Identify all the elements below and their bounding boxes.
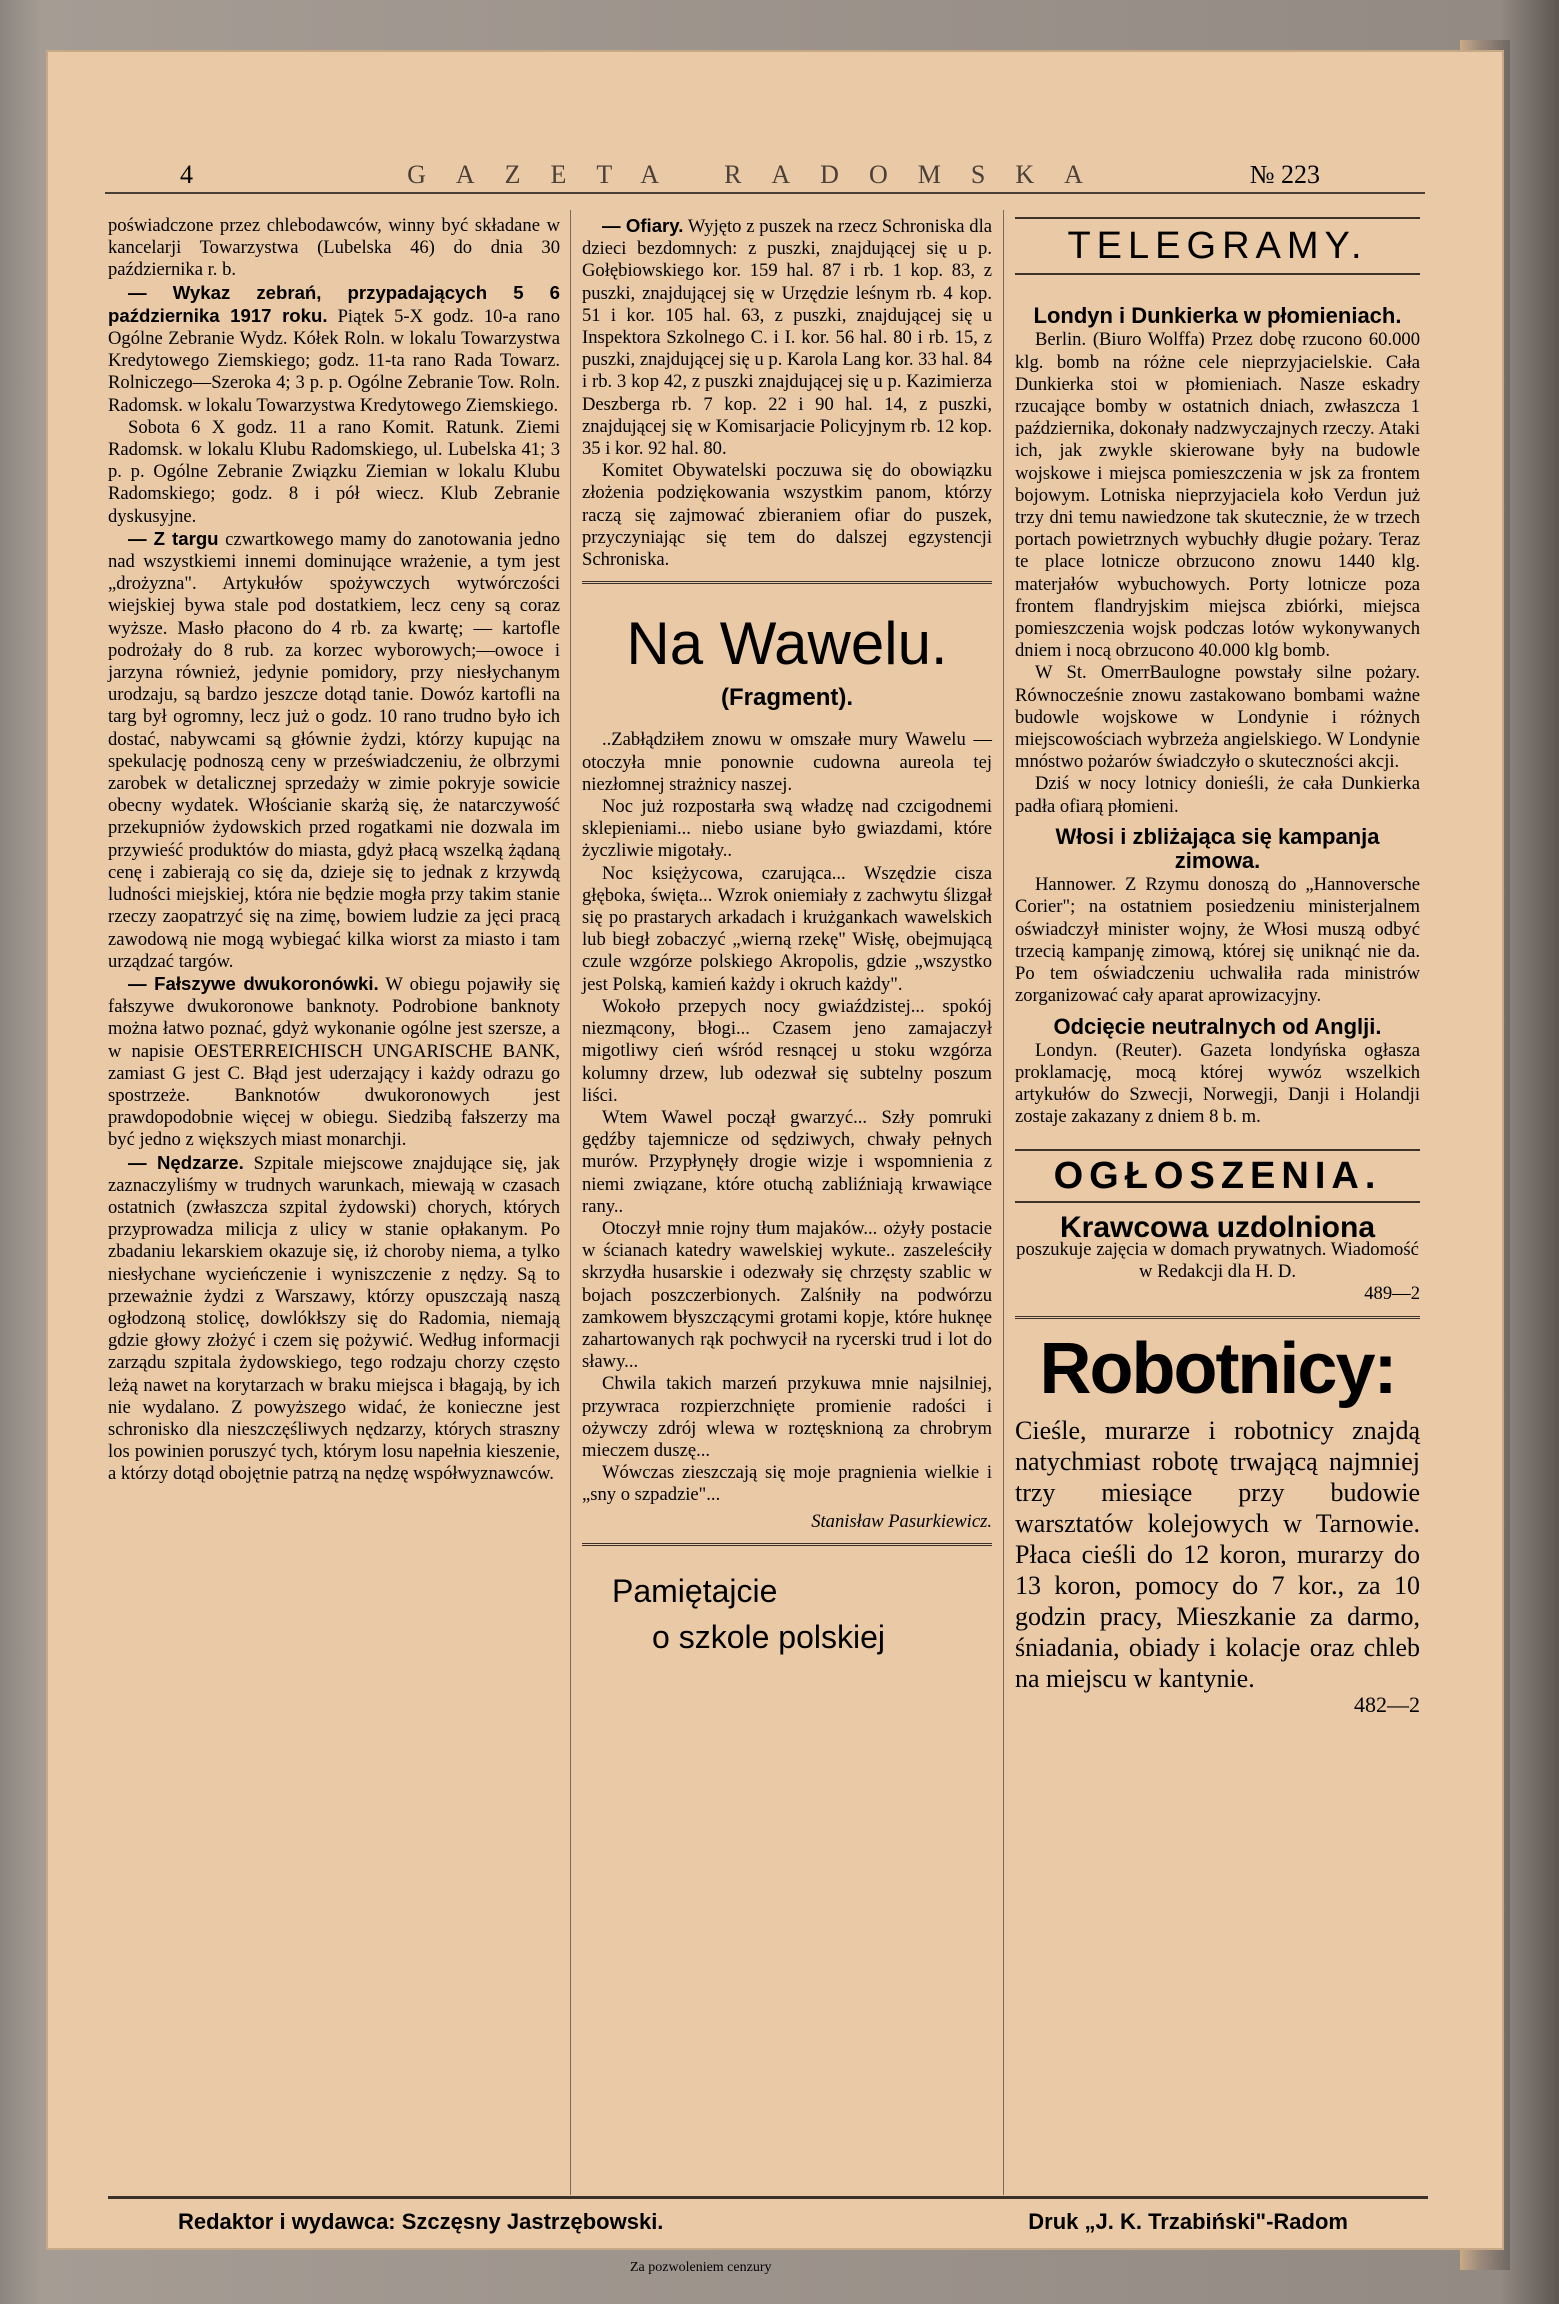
article-text: Szpitale miejscowe znajdujące się, jak zaznaczyliśmy w trudnych warunkach, miewają w czasach ostatnich (zwłaszcza szpital żydowski) chorych, których przyprowadza milicja z ulicy w stanie opłakanym. Po zbadaniu lekarskiem okazuje się, iż choroby niema, a tylko niesłychane wycieńczenie i wyniszczenie z nędzy. Są to przeważnie żydzi z Warszawy, którzy opuszczają naszą ogłodzoną stolicę, dowlókłszy się do Radomia, niemają gdzie głowy złożyć i czem się pożywić. Według informacji zarządu szpitala żydowskiego, tego rodzaju chorzy często leżą nawet na korytarzach w braku miejsca i błagają, by ich nie wydalano. Z powyższego widać, że konieczne jest schronisko dla nieszczęśliwych nędzarzy, których straszny los powinien poruszyć tych, którym losu napełnia kieszenie, a którzy dotąd obojętnie patrzą na nędzę współwyznawców. xyxy=(108,1152,560,1485)
article-text: Hannower. Z Rzymu donoszą do „Hannoversche Corier"; na ostatniem posiedzeniu ministerjalnem oświadczył minister wojny, że Włosi muszą odbyć trzecią kampanję zimową, której się uniknąć nie da. Po tem oświadczeniu uchwaliła rada ministrów zorganizować cały aparat aprowizacyjny. xyxy=(1015,874,1420,1007)
article-text: Noc już rozpostarła swą władzę nad czcigodnemi sklepieniami... niebo usiane było gwiazdami, które życzliwie migotały.. xyxy=(582,796,992,862)
article-text: Wówczas zieszczają się moje pragnienia wielkie i „sny o szpadzie"... xyxy=(582,1462,992,1506)
article xyxy=(108,528,560,973)
article-heading: Odcięcie neutralnych od Anglji. xyxy=(1053,1013,1382,1039)
ad-title: Krawcowa uzdolniona xyxy=(1059,1210,1376,1244)
article-text: ..Zabłądziłem znowu w omszałe mury Wawelu — otoczyła mnie ponownie cudowna aureola tej niezłomnej strażnicy naszej. xyxy=(582,729,992,795)
section-rule xyxy=(582,581,992,584)
footer-printer: Druk „J. K. Trzabiński"-Radom xyxy=(1028,2209,1348,2234)
wawel-subtitle: (Fragment). xyxy=(721,684,853,712)
article-text: Komitet Obywatelski poczuwa się do obowiązku złożenia podziękowania wszystkim panom, którzy raczą się zajmować zbieraniem ofiar do puszek, przyczyniając się tem do dalszej egzystencji Schroniska. xyxy=(582,460,992,571)
article-heading: — Wykaz zebrań, przypadających 5 6 października 1917 roku. xyxy=(108,281,560,326)
ad-text: Cieśle, murarze i robotnicy znajdą natychmiast robotę trwającą najmniej trzy miesiące przy budowie warsztatów kolejowych w Tarnowie. Płaca cieśli do 12 koron, murarzy do 13 koron, pomocy do 7 kor., za 10 godzin pracy, Mieszkanie za darmo, śniadania, obiady i kolacje oraz chleb na miejscu w kantynie. xyxy=(1015,1415,1420,1693)
article-heading: — Z targu xyxy=(128,527,219,549)
school-box-line: Pamiętajcie xyxy=(612,1572,778,1609)
article-heading: — Fałszywe dwukoronówki. xyxy=(128,972,379,994)
censorship-note: Za pozwoleniem cenzury xyxy=(630,2260,772,2275)
ad-title-robotnicy: Robotnicy: xyxy=(1039,1328,1396,1409)
issue-number: № 223 xyxy=(1249,160,1320,189)
masthead-title: GAZETA RADOMSKA xyxy=(407,160,1113,189)
article-heading: — Ofiary. xyxy=(602,215,684,236)
telegrams-heading: TELEGRAMY. xyxy=(1015,217,1420,275)
article xyxy=(108,973,560,1152)
article-text: Wyjęto z puszek na rzecz Schroniska dla dzieci bezdomnych: z puszki, znajdującej się u p. Gołębiowskiego kor. 159 hal. 87 i rb. 1 kop. 83, z puszki, znajdującej się w Urzędzie leśnym rb. 4 kop. 51 i kor. 105 hal. 63, z puszki, znajdującej się u Inspektora Szkolnego C. i I. kor. 56 hal. 80 i rb. 15, z puszki, znajdującej się u p. Karola Lang kor. 33 hal. 84 i rb. 3 kop 42, z puszki znajdującej się u p. Kazimierza Deszberga rb. 7 kop. 22 i 90 hal. 14, z puszki, znajdującej się w Komisarjacie Policyjnym rb. 12 kop. 35 i kor. 92 hal. 80. xyxy=(582,216,993,460)
footer-editor: Redaktor i wydawca: Szczęsny Jastrzębowski. xyxy=(178,2209,664,2234)
section-rule xyxy=(582,1543,992,1546)
article-heading: — Nędzarze. xyxy=(128,1151,244,1173)
school-box xyxy=(582,1556,992,1660)
signature: Stanisław Pasurkiewicz. xyxy=(811,1510,992,1532)
article-text: Chwila takich marzeń przykuwa mnie najsilniej, przywraca rozpierzchnięte promienie radości i ożywczy zdrój wlewa w roztęsknioną za chrobrym mieczem duszę... xyxy=(582,1373,992,1461)
ad-number: 489—2 xyxy=(1364,1283,1420,1305)
article-text: W St. OmerrBaulogne powstały silne pożary. Równocześnie znowu zastakowano bombami ważne budowle wojskowe w Londynie i różnych miejscowościach wybrzeża angielskiego. W Londynie mnóstwo pożarów świadczyło o skuteczności akcji. xyxy=(1015,662,1420,773)
article-text: Sobota 6 X godz. 11 a rano Komit. Ratunk. Ziemi Radomsk. w lokalu Klubu Radomskiego, ul. Lubelska 41; 3 p. p. Ogólne Zebranie Związku Ziemian w lokalu Klubu Radomskiego; godz. 8 i pół wiecz. Klub Zebranie dyskusyjne. xyxy=(108,416,560,527)
article xyxy=(582,215,992,460)
article-text: W obiegu pojawiły się fałszywe dwukoronowe banknoty. Podrobione banknoty można łatwo poznać, gdyż wykonanie ogólne jest szersze, a w napisie OESTERREICHISCH UNGARISCHE BANK, zamiast G jest C. Błąd jest uderzający i każdy odrazu go spostrzeże. Banknotów dwukoronowych jest prawdopodobnie więcej w obiegu. Siedzibą fałszerzy ma być jedno z większych miast monarchji. xyxy=(108,973,560,1151)
page-header xyxy=(120,105,1400,189)
column-3 xyxy=(1015,215,1420,1716)
article-heading: Włosi i zbliżająca się kampanja zimowa. xyxy=(1055,823,1380,874)
article xyxy=(108,282,560,417)
header-rule xyxy=(105,192,1425,194)
school-box-line: o szkole polskiej xyxy=(652,1618,885,1655)
article-text: Berlin. (Biuro Wolffa) Przez dobę rzucono 60.000 klg. bomb na różne cele nieprzyjacielskie. Cała Dunkierka stoi w płomieniach. Nasze eskadry rzucające bomby w ostatnich dniach, zwłaszcza 1 października, dokonały nadzwyczajnych rzeczy. Ataki ich, jak zwykle skierowane były na budowle wojskowe i miejsca pomieszczenia w jsk za frontem bojowym. Lotniska nieprzyjaciela koło Verdun już trzy dni temu nawiedzone tak skutecznie, że w trzech portach powietrznych wybuchły długie pożary. Teraz te place lotnicze obrzucono znowu 1440 klg. materjałów wybuchowych. Porty lotnicze poza frontem flandryjskim miejsca zbiórki, miejsca pomieszczenia wojsk podczas lotów wykonywanych dniem i nocą obrzucono 40.000 klg bomb. xyxy=(1015,329,1420,662)
article-text: Wtem Wawel począł gwarzyć... Szły pomruki gędźby tajemnicze od sędziwych, chwały pełnych murów. Przypłynęły drogie wizje i wspomnienia z niemi związane, które otuchą zabliźniają krwawiące rany.. xyxy=(582,1106,992,1217)
footer xyxy=(108,2196,1428,2234)
ads-heading: OGŁOSZENIA. xyxy=(1015,1149,1420,1203)
article-text: Wokoło przepych nocy gwiaździstej... spokój niezmącony, błogi... Czasem jeno zamajaczył migotliwy cień wśród resnącej u stoku wzgórza kolumny drzew, lub odezwał się subtelny poszum liści. xyxy=(582,995,992,1106)
article-heading: Londyn i Dunkierka w płomieniach. xyxy=(1033,303,1402,329)
article-text: Noc księżycowa, czarująca... Wszędzie cisza głęboka, święta... Wzrok oniemiały z zachwytu ślizgał się po prastarych arkadach i krużgankach wawelskich lub biegł zobaczyć „wierną rzekę" Wisłę, obejmującą czule wzgórze polskiego Akropolis, gdzie „wszystko jest Polską, kamień każdy i okruch każdy". xyxy=(582,862,992,995)
column-2 xyxy=(582,215,992,1660)
article-text: czwartkowego mamy do zanotowania jedno nad wszystkiemi innemi dominujące wrażenie, a tym jest „drożyzna". Artykułów spożywczych wytwórczości wiejskiej bywa stale pod dostatkiem, lecz ceny są coraz wyższe. Masło płacono do 4 rb. za kwartę; — kartofle podrożały do 8 rub. za korzec wyborowych;—owoce i jarzyna również, jedynie pomidory, przy niesłychanym urodzaju, są bardzo jeszcze dotąd tanie. Dowóz kartofli na targ był ogromny, lecz już o godz. 10 rano trudno było ich dostać, nabywcami są głównie żydzi, którzy kupując na spekulację podnoszą ceny w przeświadczeniu, że olbrzymi zarobek w detalicznej sprzedaży w zimie pokryje sowicie obecny wydatek. Włościanie skarżą się, że natarczywość przekupniów żydowskich przed rogatkami nie dozwala im przywieść produktów do miasta, gdyż płacą wszelką żądaną cenę i zabierają co się da, dzieje się to jednak z krzywdą ludności miejskiej, która nie będzie mogła przy takim stanie rzeczy zaopatrzyć się na zimę, bowiem ludzie za jęci pracą zawodową nie mogą wybiegać kilka wiorst za miasto i tam urządzać targów. xyxy=(108,528,560,972)
wawel-title: Na Wawelu. xyxy=(626,610,948,678)
article-text: Piątek 5-X godz. 10-a rano Ogólne Zebranie Wydz. Kółek Roln. w lokalu Towarzystwa Kredytowego Ziemskiego; godz. 11-ta rano Rada Towarz. Rolniczego—Szeroka 4; 3 p. p. Ogólne Zebranie Tow. Roln. Radomsk. w lokalu Towarzystwa Kredytowego Ziemskiego. xyxy=(108,305,560,416)
article xyxy=(108,1152,560,1486)
ad-text: poszukuje zajęcia w domach prywatnych. Wiadomość w Redakcji dla H. D. xyxy=(1016,1238,1419,1283)
article-text: Dziś w nocy lotnicy donieśli, że cała Dunkierka padła ofiarą płomieni. xyxy=(1015,773,1420,817)
article-text: poświadczone przez chlebodawców, winny być składane w kancelarji Towarzystwa (Lubelska 46) do dnia 30 października r. b. xyxy=(108,215,560,281)
column-rule xyxy=(1003,210,1004,2195)
column-1 xyxy=(108,215,560,1486)
article-text: Londyn. (Reuter). Gazeta londyńska ogłasza proklamację, mocą której wywóz wszelkich artykułów do Szwecji, Norwegji, Danji i Holandji zostaje zakazany z dniem 8 b. m. xyxy=(1015,1039,1420,1128)
section-rule xyxy=(1015,1316,1420,1319)
ad-number: 482—2 xyxy=(1354,1691,1420,1717)
column-rule xyxy=(570,210,571,2195)
article-text: Otoczył mnie rojny tłum majaków... ożyły postacie w ścianach katedry wawelskiej wykute.. zaszeleściły skrzydła husarskie i odezwały się chrzęsty szablic w bojach poszczerbionych. Zalśniły na podwórzu zamkowem błyszczącymi grotami kopje, które huknęe zahartowanych rąk pochwycił na rycerski trud i lot do sławy... xyxy=(582,1217,992,1373)
page-number: 4 xyxy=(180,160,193,189)
